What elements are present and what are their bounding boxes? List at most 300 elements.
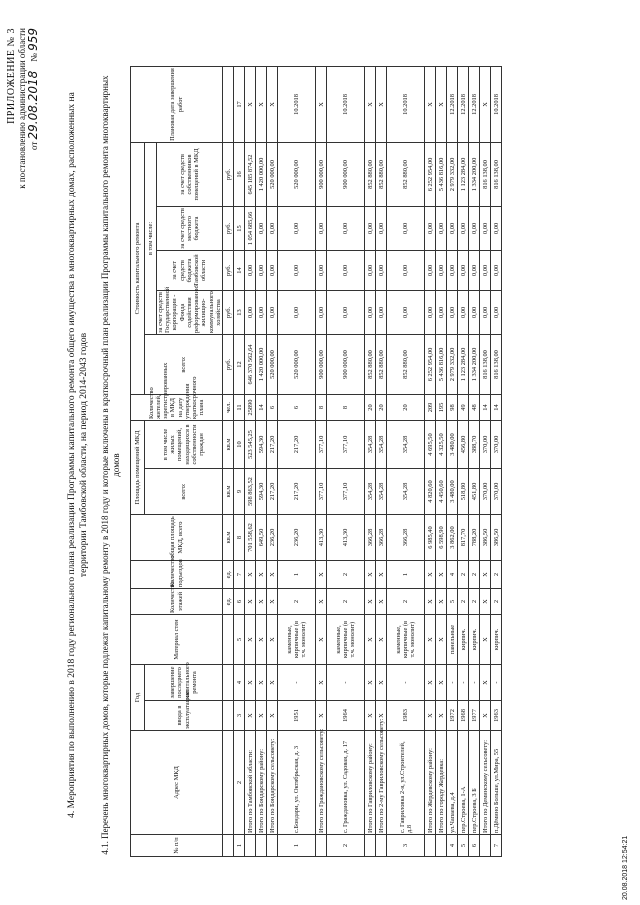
table-cell: 0,00 <box>480 250 491 290</box>
table-cell: 0,00 <box>436 290 447 334</box>
table-cell: ул.Чапаева, д.4 <box>447 731 458 835</box>
table-cell: каменные, кирпичные (в т.ч. монолит) <box>327 615 365 665</box>
column-number-cell: 12 <box>234 334 245 394</box>
table-cell: 8 <box>327 394 365 420</box>
table-cell: 520 000,00 <box>267 334 278 394</box>
table-cell: 1 <box>387 561 425 589</box>
table-cell: X <box>436 701 447 731</box>
table-cell: X <box>436 66 447 142</box>
col-area-total: всего: <box>145 469 223 515</box>
table-cell: 0,00 <box>256 290 267 334</box>
table-cell: 20 <box>376 394 387 420</box>
table-cell: 354,28 <box>365 420 376 468</box>
table-body <box>245 66 502 856</box>
table-cell: 594,30 <box>256 420 267 468</box>
table-cell: п.Дёмино Больше, ул.Мира, 55 <box>491 731 502 835</box>
table-cell: 0,00 <box>387 206 425 250</box>
table-cell: X <box>316 701 327 731</box>
table-cell: 2 <box>278 589 316 615</box>
column-number-cell: 4 <box>234 665 245 701</box>
table-cell: 0,00 <box>469 206 480 250</box>
table-cell: 1 <box>278 835 316 857</box>
table-cell: X <box>365 66 376 142</box>
table-cell: 0,00 <box>376 250 387 290</box>
table-cell: 852 880,00 <box>387 334 425 394</box>
table-cell: 518,80 <box>458 469 469 515</box>
table-cell: X <box>256 701 267 731</box>
table-cell: 10.2018 <box>327 66 365 142</box>
col-num: № п/п <box>131 835 223 857</box>
table-cell: 6 598,90 <box>436 515 447 561</box>
table-cell: 520 000,00 <box>278 334 316 394</box>
table-cell: 1 420 000,00 <box>256 334 267 394</box>
table-cell: X <box>436 665 447 701</box>
table-cell: панельные <box>447 615 458 665</box>
table-cell: X <box>425 701 436 731</box>
column-number-cell: 5 <box>234 615 245 665</box>
table-cell: X <box>480 615 491 665</box>
column-number-cell: 6 <box>234 589 245 615</box>
table-cell: 1951 <box>278 701 316 731</box>
table-cell: 816 138,00 <box>491 334 502 394</box>
table-row <box>469 66 480 856</box>
table-cell: 2 <box>327 589 365 615</box>
table-cell: 386,50 <box>491 515 502 561</box>
table-cell: 0,00 <box>425 290 436 334</box>
table-cell: 10.2018 <box>278 66 316 142</box>
unit-cell: кв.м <box>223 469 234 515</box>
table-cell: 900 000,00 <box>316 334 327 394</box>
table-cell: 2 <box>469 561 480 589</box>
table-row <box>267 66 278 856</box>
table-cell: 5 436 816,00 <box>436 334 447 394</box>
table-cell <box>376 835 387 857</box>
table-row <box>436 66 447 856</box>
table-row <box>327 66 365 856</box>
table-cell: 217,20 <box>267 469 278 515</box>
table-row <box>458 66 469 856</box>
table-cell: 0,00 <box>256 250 267 290</box>
table-cell: 388,70 <box>469 420 480 468</box>
table-cell: 10.2018 <box>387 66 425 142</box>
table-cell: 98 <box>447 394 458 420</box>
table-cell: пер.Строева, 3 Б <box>469 731 480 835</box>
col-address: Адрес МКД <box>131 731 223 835</box>
table-cell: - <box>387 665 425 701</box>
table-cell: X <box>256 561 267 589</box>
table-cell: X <box>425 66 436 142</box>
column-number-cell: 1 <box>234 835 245 857</box>
table-cell: 2 <box>491 589 502 615</box>
table-cell: X <box>245 589 256 615</box>
table-cell: 3 <box>387 835 425 857</box>
table-cell: каменные, кирпичные (в т.ч. монолит) <box>278 615 316 665</box>
table-cell: 1 420 000,00 <box>256 142 267 206</box>
col-cost-fund: за счет средств Государственной корпорации - Фонда содействия реформированию жилищно-коммунального хозяйства <box>157 285 222 333</box>
unit-cell: руб. <box>223 334 234 394</box>
table-row <box>447 66 458 856</box>
table-cell <box>245 835 256 857</box>
table-cell: 5 436 816,00 <box>436 142 447 206</box>
table-cell: Итого по Гавриловскому району: <box>365 731 376 835</box>
table-cell: 816 138,00 <box>480 142 491 206</box>
table-cell: - <box>447 665 458 701</box>
col-cost-total: всего: <box>145 334 223 394</box>
table-cell: 817,70 <box>458 515 469 561</box>
unit-cell: руб. <box>223 142 234 206</box>
table-cell: 456,80 <box>458 420 469 468</box>
table-cell: Итого по Жердевскому району: <box>425 731 436 835</box>
unit-cell <box>223 615 234 665</box>
table-cell: X <box>316 665 327 701</box>
table-cell: 2 979 332,00 <box>447 142 458 206</box>
table-cell: X <box>267 665 278 701</box>
table-cell: Итого по Бондарскому сельсовету: <box>267 731 278 835</box>
table-cell: 645 185 874,52 <box>245 142 256 206</box>
table-cell: X <box>425 615 436 665</box>
table-cell: X <box>365 561 376 589</box>
table-cell: X <box>365 615 376 665</box>
table-row <box>491 66 502 856</box>
table-cell: 0,00 <box>256 206 267 250</box>
col-cost-region: за счет средств бюджета Тамбовской области <box>157 250 223 290</box>
table-cell: 217,20 <box>267 420 278 468</box>
table-cell: X <box>256 66 267 142</box>
col-cost-incl: в том числе: <box>145 142 157 334</box>
table-cell: 0,00 <box>387 250 425 290</box>
table-cell: X <box>256 615 267 665</box>
table-cell: X <box>316 561 327 589</box>
table-cell: 649,50 <box>256 515 267 561</box>
table-cell: 3 480,00 <box>447 420 458 468</box>
table-cell: Итого по Граждановскому сельсовету: <box>317 728 325 833</box>
appendix-date-line: от 29.08.2018 № 959 <box>26 28 40 151</box>
table-cell: 1 054 685,66 <box>245 206 256 250</box>
table-cell: 377,10 <box>316 420 327 468</box>
column-number-cell: 9 <box>234 469 245 515</box>
column-number-row <box>234 66 245 856</box>
unit-cell: руб. <box>223 290 234 334</box>
table-cell: X <box>256 665 267 701</box>
table-cell: - <box>469 665 480 701</box>
table-cell: 0,00 <box>436 206 447 250</box>
table-cell: 217,20 <box>278 469 316 515</box>
table-cell: 0,00 <box>327 206 365 250</box>
table-cell: X <box>376 615 387 665</box>
table-cell <box>316 835 327 857</box>
col-walls: Материал стен <box>131 615 223 665</box>
table-cell: X <box>425 589 436 615</box>
column-number-cell: 8 <box>234 515 245 561</box>
table-cell: 816 138,00 <box>480 334 491 394</box>
table-cell: X <box>436 589 447 615</box>
table-cell: 4 <box>447 835 458 857</box>
table-cell: 195 <box>436 394 447 420</box>
table-cell: 523 545,25 <box>245 420 256 468</box>
table-cell: 2 <box>458 589 469 615</box>
print-timestamp: 20.08.2018 12:54:21 <box>622 835 629 900</box>
table-cell: - <box>327 665 365 701</box>
table-cell: 900 000,00 <box>327 334 365 394</box>
table-cell: 49 <box>458 394 469 420</box>
unit-cell: чел. <box>223 394 234 420</box>
table-cell <box>267 835 278 857</box>
table-cell: 2 <box>469 589 480 615</box>
table-cell: 366,28 <box>376 515 387 561</box>
column-number-cell: 7 <box>234 561 245 589</box>
table-cell: Итого по Бондарскому району: <box>256 731 267 835</box>
section-4-1-title: 4.1. Перечень многоквартирных домов, которые подлежат капитальному ремонту в 2018 году и которые включены в краткосрочный план реализации Программы капитального ремонта многоквартирных домов <box>100 75 121 855</box>
units-row <box>223 66 234 856</box>
table-cell: 1 334 200,00 <box>469 142 480 206</box>
table-cell: Итого по городу Жердевка: <box>436 731 447 835</box>
table-cell: X <box>267 701 278 731</box>
table-cell: 209 <box>425 394 436 420</box>
col-deadline: Плановая дата завершения работ <box>131 66 223 142</box>
col-floors: Количество этажей <box>131 589 223 615</box>
table-cell: пер.Строева, 1-А <box>458 731 469 835</box>
table-cell: 366,28 <box>365 515 376 561</box>
decree-number-handwritten: 959 <box>26 28 40 51</box>
table-cell: 14 <box>491 394 502 420</box>
table-cell: 0,00 <box>480 290 491 334</box>
table-cell: 377,10 <box>327 420 365 468</box>
table-cell: 0,00 <box>458 290 469 334</box>
table-cell: 1 334 200,00 <box>469 334 480 394</box>
table-cell: 0,00 <box>316 250 327 290</box>
table-cell: 20 <box>365 394 376 420</box>
table-cell: 4 695,50 <box>425 420 436 468</box>
col-total-area: общая площадь МКД, всего <box>131 515 223 561</box>
table-cell: кирпич. <box>458 615 469 665</box>
table-cell: 646 370 562,64 <box>245 334 256 394</box>
table-cell: 2 <box>458 561 469 589</box>
col-residents: Количество жителей, зарегистрированных в МКД на дату утверждения краткосрочного плана <box>131 394 223 420</box>
table-cell: 1972 <box>447 701 458 731</box>
table-cell: Итого по Тамбовской области: <box>245 731 256 835</box>
table-cell: 6 252 954,00 <box>425 334 436 394</box>
table-cell: - <box>491 665 502 701</box>
table-cell: X <box>376 66 387 142</box>
table-cell: 1964 <box>327 701 365 731</box>
table-cell: 8 <box>316 394 327 420</box>
table-cell: 0,00 <box>447 290 458 334</box>
table-cell: 2 979 332,00 <box>447 334 458 394</box>
table-cell: X <box>267 66 278 142</box>
unit-cell <box>223 701 234 731</box>
table-row <box>387 66 425 856</box>
table-cell: с. Граждановка, ул. Садовая, д. 17 <box>327 731 365 835</box>
col-entrances: Количество подъездов <box>131 561 223 589</box>
table-cell: 2 <box>387 589 425 615</box>
table-cell: X <box>425 561 436 589</box>
table-cell: 386,50 <box>480 515 491 561</box>
table-cell: 0,00 <box>458 206 469 250</box>
table-cell: X <box>480 561 491 589</box>
table-cell: 0,00 <box>278 290 316 334</box>
table-cell: Итого по 2-му Гавриловскому сельсовету: <box>377 718 385 833</box>
table-cell: X <box>480 665 491 701</box>
table-cell: 0,00 <box>458 250 469 290</box>
table-cell: 370,00 <box>480 469 491 515</box>
column-number-cell: 2 <box>234 731 245 835</box>
table-cell: 0,00 <box>267 206 278 250</box>
table-cell: 900 000,00 <box>316 142 327 206</box>
table-cell: X <box>480 589 491 615</box>
table-cell: 217,20 <box>278 420 316 468</box>
appendix-block <box>6 28 40 189</box>
table-cell: 354,28 <box>387 469 425 515</box>
col-year-last-repair: завершение последнего капитального ремонта <box>145 665 223 701</box>
table-row <box>278 66 316 856</box>
table-cell: X <box>480 701 491 731</box>
section-4-title: 4. Мероприятия по выполнению в 2018 году регионального плана реализации Программы капитального ремонта общего имущества в многоквартирных домах, расположенных на территории Тамбовской области, на период 2014-2043 годов <box>67 92 89 818</box>
table-cell <box>436 835 447 857</box>
table-cell: 0,00 <box>387 290 425 334</box>
col-cost-group: Стоимость капитального ремонта <box>131 142 145 394</box>
table-cell: 6 <box>469 835 480 857</box>
table-cell: 0,00 <box>245 250 256 290</box>
table-cell: 0,00 <box>447 206 458 250</box>
unit-cell: ед. <box>223 561 234 589</box>
table-cell: 14 <box>256 394 267 420</box>
table-cell: 12.2018 <box>469 66 480 142</box>
table-cell: кирпич. <box>469 615 480 665</box>
column-number-cell: 16 <box>234 142 245 206</box>
table-cell: 0,00 <box>425 206 436 250</box>
table-cell: X <box>245 701 256 731</box>
table-cell: X <box>316 615 327 665</box>
table-cell: - <box>458 665 469 701</box>
table-cell: 354,28 <box>387 420 425 468</box>
table-cell: X <box>245 66 256 142</box>
table-cell <box>480 835 491 857</box>
table-cell: X <box>245 615 256 665</box>
table-cell: 12.2018 <box>458 66 469 142</box>
table-cell: 10.2018 <box>491 66 502 142</box>
table-cell: 354,28 <box>365 469 376 515</box>
table-cell: 3 480,00 <box>447 469 458 515</box>
table-cell: 0,00 <box>469 250 480 290</box>
table-cell <box>256 835 267 857</box>
table-cell: 0,00 <box>491 250 502 290</box>
table-cell: 1977 <box>469 701 480 731</box>
table-cell: 48 <box>469 394 480 420</box>
table-cell: X <box>245 665 256 701</box>
table-cell: 236,20 <box>278 515 316 561</box>
table-cell: 1963 <box>491 701 502 731</box>
table-cell: 852 880,00 <box>376 142 387 206</box>
table-cell: X <box>480 66 491 142</box>
table-cell: 0,00 <box>327 250 365 290</box>
table-cell: 852 880,00 <box>365 142 376 206</box>
table-cell: 0,00 <box>376 206 387 250</box>
table-cell: 0,00 <box>365 206 376 250</box>
table-cell: 366,28 <box>387 515 425 561</box>
table-cell: 0,00 <box>245 290 256 334</box>
table-cell: 4 325,50 <box>436 420 447 468</box>
table-cell: 900 000,00 <box>327 142 365 206</box>
table-row <box>425 66 436 856</box>
col-year-group: Год <box>131 665 145 731</box>
table-cell: 20 <box>387 394 425 420</box>
unit-cell: руб. <box>223 250 234 290</box>
table-cell: 0,00 <box>316 206 327 250</box>
table-cell: 4 <box>447 561 458 589</box>
table-cell: 0,00 <box>491 206 502 250</box>
table-cell: 0,00 <box>436 250 447 290</box>
table-row <box>365 66 376 856</box>
table-cell: X <box>425 665 436 701</box>
table-cell: X <box>436 561 447 589</box>
table-cell: 4 450,60 <box>436 469 447 515</box>
table-cell: 594,30 <box>256 469 267 515</box>
table-cell: 816 138,00 <box>491 142 502 206</box>
column-number-cell: 15 <box>234 206 245 250</box>
table-cell <box>425 835 436 857</box>
table-cell: 1 123 284,00 <box>458 334 469 394</box>
table-cell: X <box>316 589 327 615</box>
table-cell: X <box>365 665 376 701</box>
table-cell: X <box>267 561 278 589</box>
table-cell: 14 <box>480 394 491 420</box>
table-cell: 701 558,62 <box>245 515 256 561</box>
unit-cell <box>223 665 234 701</box>
unit-cell: кв.м <box>223 420 234 468</box>
column-number-cell: 17 <box>234 66 245 142</box>
table-cell: 5 <box>447 589 458 615</box>
column-number-cell: 13 <box>234 290 245 334</box>
table-cell: 5 <box>458 835 469 857</box>
unit-cell <box>223 731 234 835</box>
col-cost-owners: за счет средств собственников помещений в МКД <box>157 142 223 206</box>
table-cell: X <box>365 589 376 615</box>
table-cell: X <box>256 589 267 615</box>
table-cell: Итого по Деминскому сельсовету: <box>480 731 491 835</box>
column-number-cell: 14 <box>234 250 245 290</box>
column-number-cell: 11 <box>234 394 245 420</box>
table-cell: 0,00 <box>278 250 316 290</box>
table-row <box>376 66 387 856</box>
table-cell: 1968 <box>458 701 469 731</box>
table-row <box>316 66 327 856</box>
table-cell: 1 123 284,00 <box>458 142 469 206</box>
table-cell: 0,00 <box>278 206 316 250</box>
col-area-group: Площадь помещений МКД <box>131 420 145 514</box>
table-cell: 370,00 <box>491 469 502 515</box>
table-cell: 377,10 <box>327 469 365 515</box>
appendix-title: ПРИЛОЖЕНИЕ № 3 <box>6 28 17 124</box>
table-cell: 236,20 <box>267 515 278 561</box>
table-cell: 0,00 <box>365 290 376 334</box>
table-cell: 0,00 <box>491 290 502 334</box>
table-cell: 413,30 <box>327 515 365 561</box>
table-cell: 2 <box>491 561 502 589</box>
table-row <box>480 66 491 856</box>
table-cell: 788,20 <box>469 515 480 561</box>
table-cell: 852 880,00 <box>365 334 376 394</box>
table-cell: 25890 <box>245 394 256 420</box>
appendix-decree-line: к постановлению администрации области <box>17 28 27 189</box>
unit-cell <box>223 66 234 142</box>
column-number-cell: 3 <box>234 701 245 731</box>
table-cell: 3 862,00 <box>447 515 458 561</box>
table-cell: кирпич. <box>491 615 502 665</box>
table-cell: 6 985,40 <box>425 515 436 561</box>
table-cell: 852 880,00 <box>376 334 387 394</box>
table-cell: X <box>267 589 278 615</box>
table-cell: 520 000,00 <box>278 142 316 206</box>
